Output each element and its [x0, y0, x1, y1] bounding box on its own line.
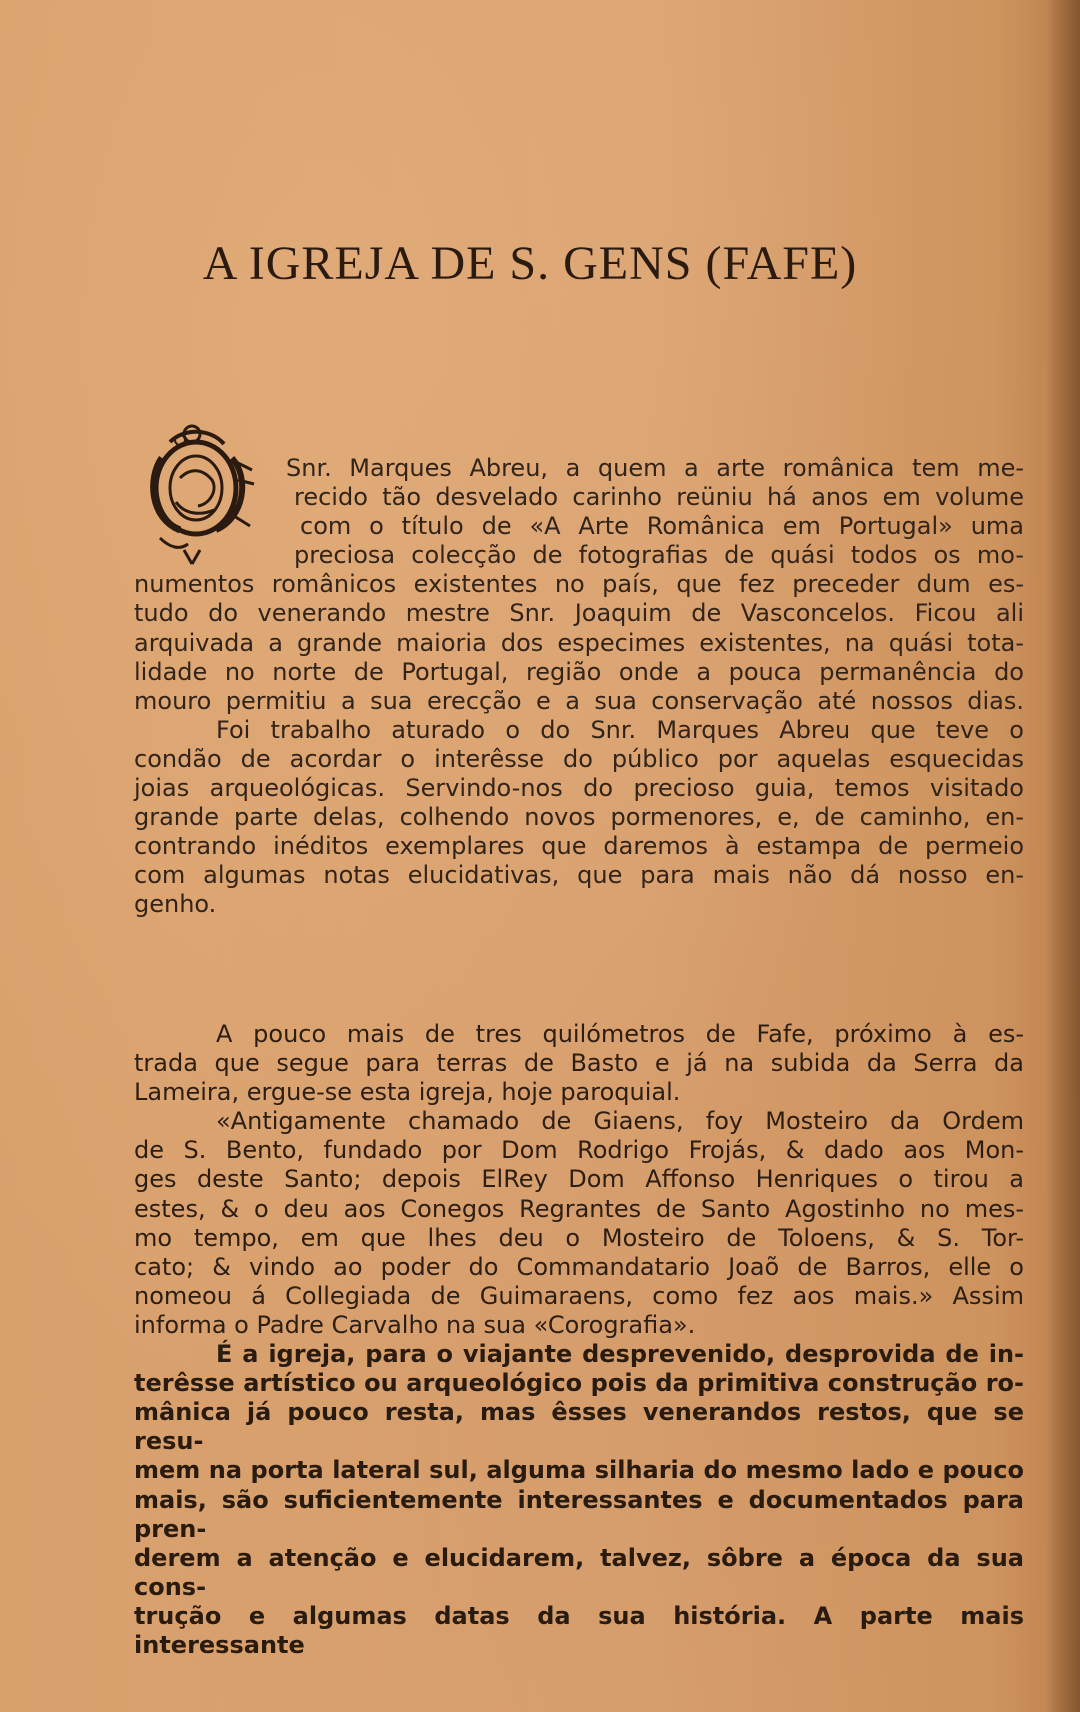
- text-line: informa o Padre Carvalho na sua «Corografia».: [134, 1310, 696, 1339]
- text-line: preciosa colecção de fotografias de quási todos os mo-: [294, 541, 1024, 570]
- text-line: Snr. Marques Abreu, a quem a arte românica tem me-: [286, 454, 1024, 482]
- text-line: Foi trabalho aturado o do Snr. Marques Abreu que teve o: [216, 715, 1024, 744]
- text-line: Lameira, ergue-se esta igreja, hoje paroquial.: [134, 1078, 681, 1107]
- text-line: mem na porta lateral sul, alguma silharia do mesmo lado e pouco: [134, 1456, 1024, 1485]
- text-line: arquivada a grande maioria dos especimes existentes, na quási tota-: [134, 628, 1024, 657]
- text-line: contrando inéditos exemplares que daremos à estampa de permeio: [134, 832, 1024, 861]
- text-line: terêsse artístico ou arqueológico pois da primitiva construção ro-: [134, 1369, 1024, 1398]
- text-line: mais, são suficientemente interessantes e documentados para pren-: [134, 1485, 1024, 1543]
- text-line: tudo do venerando mestre Snr. Joaquim de Vasconcelos. Ficou ali: [134, 599, 1024, 628]
- bold-paragraph: [134, 1340, 1024, 1660]
- text-line: com algumas notas elucidativas, que para mais não dá nosso en-: [134, 861, 1024, 890]
- text-line: «Antigamente chamado de Giaens, foy Mosteiro da Ordem: [216, 1107, 1024, 1136]
- text-line: trução e algumas datas da sua história. A parte mais interessante: [134, 1601, 1024, 1659]
- body-section: [134, 1020, 1024, 1660]
- text-line: derem a atenção e elucidarem, talvez, sôbre a época da sua cons-: [134, 1543, 1024, 1601]
- text-line: nomeou á Collegiada de Guimaraens, como fez aos mais.» Assim: [134, 1281, 1024, 1310]
- text-line: mouro permitiu a sua erecção e a sua conservação até nossos dias.: [134, 686, 1024, 715]
- page-title: A IGREJA DE S. GENS (FAFE): [202, 237, 858, 290]
- text-line: estes, & o deu aos Conegos Regrantes de Santo Agostinho no mes-: [134, 1194, 1024, 1223]
- text-line: genho.: [134, 890, 217, 919]
- text-line: recido tão desvelado carinho reüniu há anos em volume: [294, 483, 1024, 512]
- text-line: de S. Bento, fundado por Dom Rodrigo Frojás, & dado aos Mon-: [134, 1136, 1024, 1165]
- text-line: joias arqueológicas. Servindo-nos do precioso guia, temos visitado: [134, 774, 1024, 803]
- text-line: É a igreja, para o viajante desprevenido, desprovida de in-: [216, 1340, 1024, 1369]
- text-line: cato; & vindo ao poder do Commandatario Joaõ de Barros, elle o: [134, 1252, 1024, 1281]
- text-line: mo tempo, em que lhes deu o Mosteiro de Toloens, & S. Tor-: [134, 1223, 1024, 1252]
- intro-paragraph: [134, 454, 1024, 920]
- text-line: A pouco mais de tres quilómetros de Fafe, próximo à es-: [216, 1020, 1024, 1048]
- text-line: numentos românicos existentes no país, que fez preceder dum es-: [134, 570, 1024, 599]
- text-line: condão de acordar o interêsse do público por aquelas esquecidas: [134, 744, 1024, 773]
- text-line: ges deste Santo; depois ElRey Dom Affonso Henriques o tirou a: [134, 1165, 1024, 1194]
- text-line: com o título de «A Arte Românica em Portugal» uma: [300, 512, 1024, 541]
- text-line: trada que segue para terras de Basto e já na subida da Serra da: [134, 1049, 1024, 1078]
- text-line: mânica já pouco resta, mas êsses venerandos restos, que se resu-: [134, 1398, 1024, 1456]
- text-line: lidade no norte de Portugal, região onde a pouca permanência do: [134, 657, 1024, 686]
- text-line: grande parte delas, colhendo novos pormenores, e, de caminho, en-: [134, 803, 1024, 832]
